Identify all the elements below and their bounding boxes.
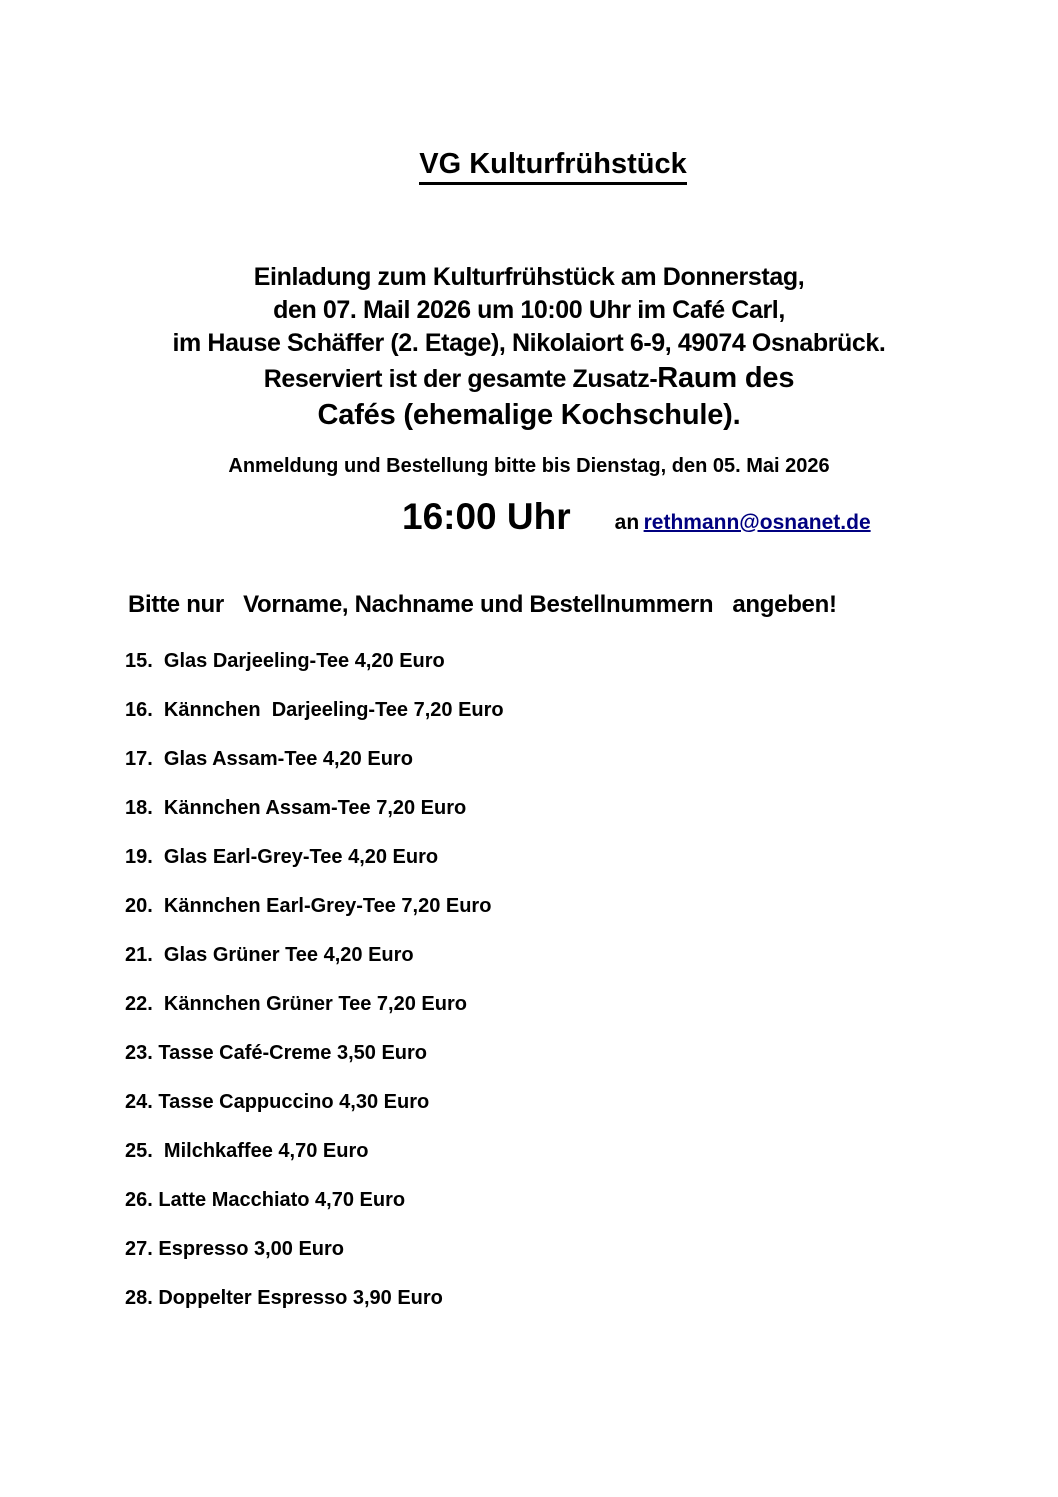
menu-item-21: 21. Glas Grüner Tee 4,20 Euro xyxy=(125,944,414,966)
menu-item-17: 17. Glas Assam-Tee 4,20 Euro xyxy=(125,748,413,770)
invitation-line-1: Einladung zum Kulturfrühstück am Donnerstag, xyxy=(253,263,805,291)
invitation-paragraph xyxy=(0,261,1058,433)
menu-item-23: 23. Tasse Café-Creme 3,50 Euro xyxy=(125,1042,428,1064)
invitation-line-5: Cafés (ehemalige Kochschule). xyxy=(317,399,741,431)
menu-item-18: 18. Kännchen Assam-Tee 7,20 Euro xyxy=(125,797,467,819)
instruction-text: Bitte nur Vorname, Nachname und Bestellnummern angeben! xyxy=(128,591,837,618)
menu-item-26: 26. Latte Macchiato 4,70 Euro xyxy=(125,1189,406,1211)
invitation-line-2: den 07. Mail 2026 um 10:00 Uhr im Café Carl, xyxy=(273,296,785,324)
menu-item-15: 15. Glas Darjeeling-Tee 4,20 Euro xyxy=(125,650,445,672)
invitation-line-3: im Hause Schäffer (2. Etage), Nikolaiort 6-9, 49074 Osnabrück. xyxy=(172,329,886,357)
time-text: 16:00 Uhr xyxy=(402,496,571,537)
menu-item-24: 24. Tasse Cappuccino 4,30 Euro xyxy=(125,1091,430,1113)
menu-item-27: 27. Espresso 3,00 Euro xyxy=(125,1238,345,1260)
menu-item-25: 25. Milchkaffee 4,70 Euro xyxy=(125,1140,369,1162)
menu-item-28: 28. Doppelter Espresso 3,90 Euro xyxy=(125,1287,443,1309)
tea-items-section xyxy=(125,649,1058,1017)
menu-item-19: 19. Glas Earl-Grey-Tee 4,20 Euro xyxy=(125,846,439,868)
email-link[interactable]: rethmann@osnanet.de xyxy=(643,511,871,534)
menu-item-22: 22. Kännchen Grüner Tee 7,20 Euro xyxy=(125,993,467,1015)
reserved-text-small: Reserviert ist der gesamte Zusatz- xyxy=(263,365,658,393)
time-row xyxy=(0,495,1058,547)
invitation-line-4 xyxy=(0,360,1058,397)
menu-item-20: 20. Kännchen Earl-Grey-Tee 7,20 Euro xyxy=(125,895,492,917)
page-title xyxy=(0,0,1058,183)
order-list xyxy=(0,649,1058,1311)
deadline-text: Anmeldung und Bestellung bitte bis Dienstag, den 05. Mai 2026 xyxy=(228,455,830,477)
coffee-items-section xyxy=(125,1041,1058,1311)
reserved-text-large: Raum des xyxy=(657,362,795,394)
email-prefix: an xyxy=(614,511,640,534)
page-title-text: VG Kulturfrühstück xyxy=(419,148,686,185)
menu-item-16: 16. Kännchen Darjeeling-Tee 7,20 Euro xyxy=(125,699,504,721)
